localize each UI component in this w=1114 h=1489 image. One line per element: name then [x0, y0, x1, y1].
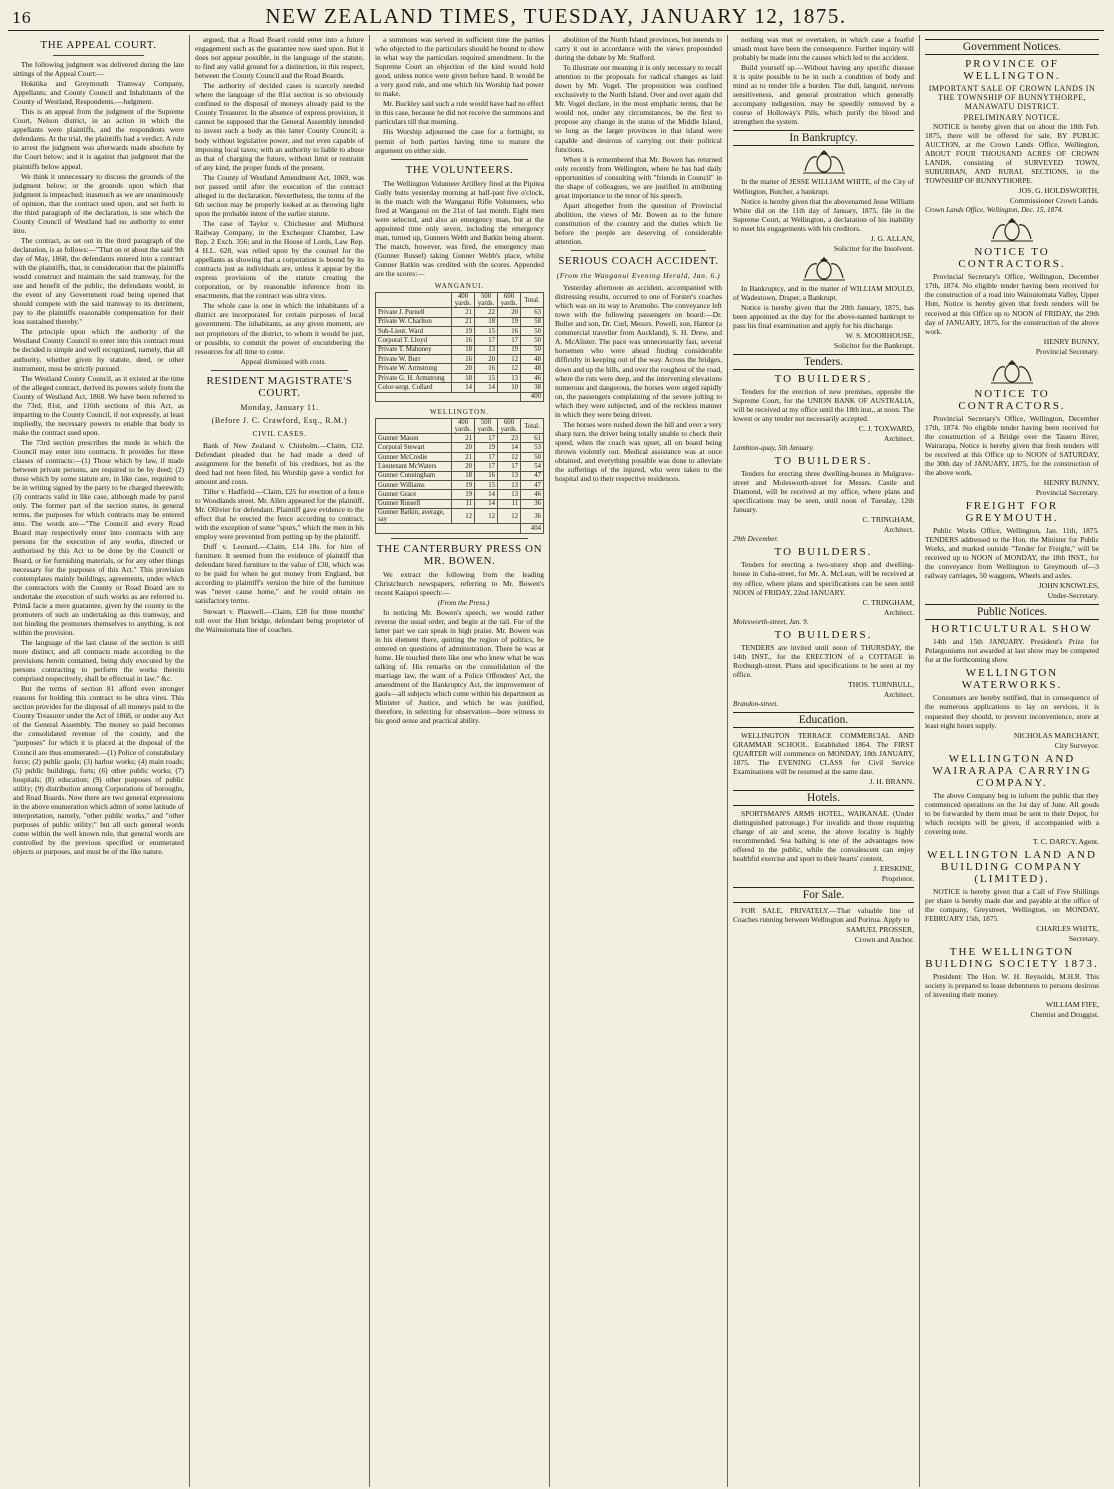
ad-signature-title: Architect. — [883, 607, 914, 617]
ad-signature-title: City Surveyor. — [1054, 740, 1099, 750]
table-cell: 14 — [475, 383, 498, 392]
table-row — [376, 490, 544, 499]
table-cell: 18 — [475, 317, 498, 326]
article-paragraph: The contract, as set out in the third paragraph of the declaration, is as follows:—"That on or about the said 9th day of May, 1868, the defendants entered into a contract with the plaintiffs, that, in consideration that the plaintiffs would construct and maintain the said tramway, for the use and benefit of the public, the defendants would, in the event of any Government road being opened that should compete with the said tramway to its detriment, pay to the plaintiffs reasonable compensation for their loss sustained thereby." — [13, 235, 184, 327]
public-notice — [925, 946, 1099, 1019]
article-subheading: (Before J. C. Crawford, Esq., R.M.) — [211, 415, 348, 425]
table-cell: 12 — [475, 509, 498, 524]
ad-heading: TO BUILDERS. — [774, 546, 873, 559]
education-ad — [733, 731, 914, 786]
table-cell: 36 — [521, 509, 544, 524]
table-row — [376, 443, 544, 452]
table-cell: 19 — [452, 480, 475, 489]
table-header-row — [376, 419, 544, 434]
article-paragraph: In noticing Mr. Bowen's speech, we would rather reverse the usual order, and begin at the tail. For of the latter part we can speak in high praise. Mr. Bowen was in his element there, quitting the region of politics, he entered on questions of administration. There he was at home. He touched there like one who knew what he was talking of. His remarks on the consolidation of the marriage law, the want of a Police Offenders' Act, the amendment of the Bankruptcy Act, the improvement of gaols—all subjects which come within his department as Minister of Justice, and which he was justified, therefore, in selecting for observation—bore witness to his good sense and practical ability. — [375, 607, 544, 726]
table-cell: 19 — [498, 317, 521, 326]
article-paragraph: (From the Press.) — [437, 597, 490, 607]
table-header-row — [376, 293, 544, 308]
table-cell: Gunner Mason — [376, 434, 452, 443]
article-paragraph: Tiller v. Hadfield.—Claim, £25 for erection of a fence to Woodlands street. Mr. Allen appeared for the plaintiff, Mr. Ollivier for defendant. Plaintiff gave evidence to the effect that he erected the fence according to contract, with the exception of some "spurs," which the men in his employ were prevented from putting up by the plaintiff. — [195, 486, 364, 542]
ad-heading: FREIGHT FOR GREYMOUTH. — [965, 499, 1059, 524]
ad-signature: CHARLES WHITE, — [1036, 924, 1099, 934]
table-cell: Private W. Armstrong — [376, 364, 452, 373]
table-cell: Private W. Charlton — [376, 317, 452, 326]
table-cell: 14 — [475, 499, 498, 508]
table-cell: 17 — [475, 336, 498, 345]
table-row — [376, 452, 544, 461]
table-cell: 16 — [498, 326, 521, 335]
ad-signature: NICHOLAS MARCHANT, — [1013, 730, 1099, 740]
ad-signature-title: Proprietor. — [881, 874, 914, 884]
article-paragraph: The Wellington Volunteer Artillery fired at the Pipitea Gully butts yesterday morning at half-past five o'clock, in the match with the Wanganui Rifle Volunteers, who fired at Wanganui on the 21st of last month. Eight men were selected, and also an emergency man, but at the appointed time only seven, including the emergency man, turned up, Gunners Webb and Batkin being absent. The match, however, was fired, the emergency man (Gunner Russel) taking Gunner Webb's place, whilst Gunner Batkin was credited with the scores. Appended are the scores:— — [375, 178, 544, 279]
article-paragraph: The following judgment was delivered during the late sittings of the Appeal Court:— — [13, 60, 184, 79]
article-subheading: Monday, January 11. — [240, 402, 319, 412]
table-cell: 46 — [521, 490, 544, 499]
table-row — [376, 345, 544, 354]
table-cell: Gunner McCredie — [376, 452, 452, 461]
table-cell: 50 — [521, 326, 544, 335]
table-cell: 15 — [475, 373, 498, 382]
table-cell: 50 — [521, 336, 544, 345]
divider — [571, 250, 706, 251]
masthead — [8, 4, 1104, 31]
table-cell: Gunner Cunningham — [376, 471, 452, 480]
divider — [391, 159, 528, 160]
table-cell: 21 — [452, 434, 475, 443]
ad-date: Molesworth-street, Jan. 9. — [733, 617, 809, 626]
table-cell: 58 — [521, 317, 544, 326]
article-paragraph: Stewart v. Plaxwell.—Claim, £28 for three months' toll over the Hutt bridge, defendant being proprietor of the Wainuiomata line of coaches. — [195, 606, 364, 634]
notice-text: In the matter of JESSE WILLIAM WHITE, of the City of Wellington, Butcher, a bankrupt. — [733, 177, 914, 196]
royal-arms-icon — [989, 359, 1035, 385]
table-cell: 16 — [452, 355, 475, 364]
table-total: 404 — [521, 524, 544, 533]
table-cell: 50 — [521, 452, 544, 461]
article-paragraph: Hokitika and Greymouth Tramway Company, Appellants; and County Council and Inhabitants of the County of Westland, Respondents.—Judgment. — [13, 79, 184, 107]
table-row — [376, 308, 544, 317]
table-cell: 19 — [475, 443, 498, 452]
public-notice — [925, 667, 1099, 749]
table-cell: 48 — [521, 355, 544, 364]
ad-text: TENDERS are invited until noon of THURSDAY, the 14th INST., for the ERECTION of a COTTAGE in Roxburgh-street. Plans and specifications to be seen at my office. — [733, 642, 914, 679]
ad-text: SPORTSMAN'S ARMS HOTEL, WAIKANAE. (Under distinguished patronage.) For invalids and those requiring change of air and scene, the above locality is highly recommended. Sea bathing is one of the advantages now offered to the public, while the convalescent can enjoy healthful exercise and sport to their hearts' content. — [733, 809, 914, 864]
article-paragraph: The language of the last clause of the section is still more distinct, and all contracts made according to the provisions herein contained, being duly executed by the persons contracting to perform the works therein comprised respectively, shall be effectual in law." &c. — [13, 637, 184, 684]
article-paragraph: Appeal dismissed with costs. — [240, 356, 327, 366]
table-cell: 54 — [521, 462, 544, 471]
table-header — [376, 293, 452, 308]
table-cell: 12 — [498, 355, 521, 364]
article-paragraph: The County of Westland Amendment Act, 1869, was not passed until after the execution of the contract alleged in the declaration. Nevertheless, the terms of the 6th section may be properly looked at as throwing light upon the probable intent of the earlier statute. — [195, 172, 364, 218]
ad-signature: HENRY BUNNY, — [1043, 336, 1099, 346]
section-heading: Tenders. — [733, 354, 914, 370]
table-cell: Private J. Purnell — [376, 308, 452, 317]
columns — [8, 35, 1104, 1487]
royal-arms-icon — [989, 217, 1035, 243]
table-row — [376, 326, 544, 335]
section-heading: Hotels. — [733, 790, 914, 806]
section-heading: Government Notices. — [925, 39, 1099, 55]
notice-text: Notice is hereby given that the 20th January, 1875, has been appointed as the day for the above-named bankrupt to pass his final examination and apply for his discharge. — [733, 302, 914, 330]
notice-signature: J. G. ALLAN, — [870, 233, 914, 243]
article-paragraph: Apart altogether from the question of Provincial abolition, the views of Mr. Bowen as to the future constitution of the country and the duties which lie before the people are deserving of considerable attention. — [555, 200, 722, 247]
article-paragraph: We extract the following from the leading Christchurch newspapers, referring to Mr. Bowen's recent Kaiapoi speech:— — [375, 569, 544, 597]
notice-signature: W. S. MOORHOUSE, — [845, 330, 914, 340]
table-cell: 17 — [475, 452, 498, 461]
ad-date: 29th December. — [733, 535, 779, 544]
public-notice — [925, 849, 1099, 943]
table-cell: 19 — [452, 326, 475, 335]
table-cell: 13 — [498, 480, 521, 489]
ad-text: The above Company beg to inform the public that they commenced operations on the 1st day of June. All goods to be forwarded by them must be sent to their Depot, for which receipts will be given, if accompanied with a covering note. — [925, 790, 1099, 836]
public-notice — [925, 753, 1099, 846]
table-cell — [376, 392, 521, 401]
notice-text: Notice is hereby given that the abovenamed Jesse William White did on the 11th day of January, 1875, file in the Supreme Court, at Wellington, a declaration of his inability to meet his engagements with his creditors. — [733, 196, 914, 233]
table-row — [376, 462, 544, 471]
article-paragraph: Build yourself up.—Without having any specific disease it is quite possible to be in such a condition of body and mind as to render life a burden. The dull, languid, nervous sensitiveness, and general prostration which generally accompany indigestion, may be speedily removed by a course of Holloway's Pills, which purify the blood and strengthen the system. — [733, 63, 914, 127]
score-table-wellington — [375, 406, 544, 534]
table-cell: 15 — [475, 326, 498, 335]
article-subheading: (From the Wanganui Evening Herald, Jan. 6.) — [556, 271, 721, 281]
ad-signature-title: Provincial Secretary. — [1035, 346, 1099, 356]
table-row — [376, 480, 544, 489]
ad-text: President: The Hon. W. H. Reynolds, M.H.R. This society is prepared to lease debentures to persons desirous of investing their money. — [925, 972, 1099, 1000]
article-paragraph: The case of Taylor v. Chichester and Midhurst Railway Company, in the Exchequer Chamber, Law Rep. 2 Exch. 356; and in the House of Lords, Law Rep. 4 H.L. 628, was relied upon by the counsel for the appellants as showing that a corporation is bound by its contracts just as individuals are, unless it appear by the express provisions of the statute creating the corporation, or by reasonable inference from its enactments, that the contract was ultra vires. — [195, 218, 364, 301]
government-notice — [925, 217, 1099, 355]
section-heading: Public Notices. — [925, 604, 1099, 620]
table-cell: 14 — [452, 383, 475, 392]
table-cell: 21 — [452, 317, 475, 326]
divider — [53, 55, 144, 56]
ad-signature: JOHN KNOWLES, — [1038, 581, 1099, 591]
ad-signature-title: Secretary. — [1068, 934, 1099, 944]
score-table-wanganui — [375, 280, 544, 402]
article-paragraph: Bank of New Zealand v. Chisholm.—Claim, £32. Defendant pleaded that he had made a deed of assignment for the benefit of his creditors, but as the deed had not been filed, his Worship gave a verdict for amount and costs. — [195, 440, 364, 486]
table-total-row — [376, 524, 544, 533]
table-cell: Gunner Grace — [376, 490, 452, 499]
article-heading: RESIDENT MAGISTRATE'S COURT. — [206, 374, 353, 399]
ad-signature: J. H. BRANN. — [869, 777, 914, 787]
article-heading: SERIOUS COACH ACCIDENT. — [558, 255, 719, 268]
table-total: 400 — [521, 392, 544, 401]
ad-signature-title: Under-Secretary. — [1047, 591, 1099, 601]
article-paragraph: a summons was served in sufficient time the parties who objected to the particulars should be bound to show in what way the particulars required amendment. In the Supreme Court an objection of the kind would hold good, unless notice were given before hand. It would be a very good rule, and one which his Worship had power to make. — [375, 35, 544, 99]
newspaper-title: NEW ZEALAND TIMES, TUESDAY, JANUARY 12, 1875. — [265, 4, 847, 28]
table-cell: Private G. H. Armstrong — [376, 373, 452, 382]
ad-signature: C. TRINGHAM, — [862, 515, 914, 525]
article-paragraph: This is an appeal from the judgment of the Supreme Court, Nelson district, in an action in which the appellants were plaintiffs, and the respondents were defendants. At the trial, the plaintiffs had a verdict. A rule to arrest the judgment was afterwards made absolute by the Court below; and it is against that judgment that the plaintiffs below appeal. — [13, 107, 184, 171]
article-paragraph: The whole case is one in which the inhabitants of a district are incorporated for certain purposes of local government. The inhabitants, as any given moment, are not proprietors of the district, to whom it would be just, or possible, to commit the power of encumbering the resources for all time to come. — [195, 301, 364, 356]
ad-signature-title: Commissioner Crown Lands. — [1009, 196, 1099, 206]
table-cell: Private T. Mahoney — [376, 345, 452, 354]
table-cell: 63 — [521, 308, 544, 317]
bankruptcy-notice — [733, 149, 914, 252]
government-notice — [925, 359, 1099, 497]
table-cell: 12 — [498, 364, 521, 373]
ad-signature: WILLIAM FIFE, — [1045, 1000, 1099, 1010]
table-cell: 16 — [475, 471, 498, 480]
ad-signature: T. C. DARCY, Agent. — [1032, 836, 1099, 846]
table-row — [376, 383, 544, 392]
tender-ad — [733, 629, 914, 708]
government-notice — [925, 500, 1099, 600]
ad-text: Tenders for erecting three dwelling-houses in Mulgrave-street and Molesworth-street for Messrs. Castle and Diamond, will be received at my office, where plans and specifications may be seen, until noon of Tuesday, 12th January. — [733, 469, 914, 515]
article-paragraph: The 73rd section prescribes the mode in which the Council may enter into contracts. It provides for three classes of contracts:—(1) Those which by law, if made between private persons, are required to be by deed; (2) those which by some statute are, in like case, required to be in writing signed by the party to be charged therewith; (3) contracts valid in like case, although made by parol only. The former part of the section states, in general terms, the purposes for which contracts may be entered into. The words are—"The Council and every Road Board may respectively enter into contracts with any persons for the execution of any works, directed or authorised by this Act to be done by the Council or Board, or for furnishing materials, or for any other things necessary for the purposes of this Act." This provision contemplates mainly buildings, agreements, under which the contractors with the County or Road Board are to undertake the execution of such works as are referred to. Primâ facie a mere guarantee, given by the county to the promoters of such an undertaking as this tramway, and not binding the promoters themselves to anything, is not within the provision. — [13, 437, 184, 637]
ad-heading: TO BUILDERS. — [774, 372, 873, 385]
ad-heading: TO BUILDERS. — [774, 628, 873, 641]
table-cell: 16 — [475, 364, 498, 373]
column-5 — [728, 35, 920, 1487]
government-notice — [925, 58, 1099, 214]
article-paragraph: abolition of the North Island provinces, but intends to carry it out in accordance with the views propounded during the debate by Mr. Stafford. — [555, 35, 722, 63]
tender-ad — [733, 455, 914, 543]
article-paragraph: His Worship adjourned the case for a fortnight, to permit of both parties having time to mature the argument on either side. — [375, 127, 544, 155]
table-cell: 13 — [475, 345, 498, 354]
notice-signature-title: Solicitor for the Insolvent. — [833, 243, 914, 253]
ad-date: Crown Lands Office, Wellington, Dec. 15, 1874. — [925, 206, 1064, 215]
table-cell: 18 — [452, 345, 475, 354]
column-2 — [190, 35, 370, 1487]
table-cell: Gunner Batkin, average, say — [376, 509, 452, 524]
table-cell: Sub-Lieut. Ward — [376, 326, 452, 335]
table-cell: 48 — [521, 364, 544, 373]
table-cell — [376, 524, 521, 533]
table-cell: 21 — [452, 452, 475, 461]
table-cell: Gunner Williams — [376, 480, 452, 489]
notice-text: In Bankruptcy, and in the matter of WILLIAM MOULD, of Wadestown, Draper, a Bankrupt. — [733, 283, 914, 302]
ad-subheading: IMPORTANT SALE OF CROWN LANDS IN THE TOWNSHIP OF BUNNYTHORPE, MANAWATU DISTRICT. — [928, 84, 1096, 111]
article-paragraph: The horses were rushed down the hill and over a very sharp turn, the driver being totally unable to check their speed, when the coach was upset, all on board being thrown violently out. Medical assistance was at once obtained, and everything possible was done to alleviate the sufferings of the injured, who were taken to the hospital and to their respective residences. — [555, 419, 722, 484]
table-cell: 47 — [521, 480, 544, 489]
column-3 — [370, 35, 550, 1487]
table-row — [376, 317, 544, 326]
table-cell: 10 — [498, 383, 521, 392]
tender-ad — [733, 373, 914, 452]
ad-signature-title: Provincial Secretary. — [1035, 487, 1099, 497]
table-header: 600 yards. — [498, 293, 521, 308]
table-cell: Private W. Burr — [376, 355, 452, 364]
table-cell: Gunner Russell — [376, 499, 452, 508]
page-number: 16 — [12, 9, 32, 27]
ad-heading: WELLINGTON LAND AND BUILDING COMPANY (LIMITED). — [927, 848, 1097, 885]
table-total-row — [376, 392, 544, 401]
sale-ad — [733, 906, 914, 944]
table-row — [376, 509, 544, 524]
ad-heading: HORTICULTURAL SHOW — [931, 623, 1093, 636]
royal-arms-icon — [801, 149, 847, 175]
article-paragraph: To illustrate our meaning it is only necessary to recall attention to the proposals for radical changes as laid down by Mr. Vogel. The proposition was confined exclusively to the North Island. Over and over again did Mr. Vogel declare, in the most emphatic terms, that he would not, under any circumstances, be the first to propose any change in the status of the Middle Island, so long as the larger provinces in that island were capable and desirous of carrying out their political functions. — [555, 63, 722, 154]
table-cell: 46 — [521, 373, 544, 382]
ad-signature-title: Architect. — [883, 434, 914, 444]
bankruptcy-notice — [733, 256, 914, 350]
section-heading: Education. — [733, 712, 914, 728]
article-paragraph: Mr. Buckley said such a rule would have had no effect in this case, because he did not receive the summons and particulars till that morning. — [375, 99, 544, 127]
table-cell: 11 — [452, 499, 475, 508]
ad-text: Tenders for the erection of new premises, opposite the Supreme Court, for the UNION BANK OF AUSTRALIA, will be received at my office until the 18th inst., at noon. The lowest or any tender not necessarily accepted. — [733, 386, 914, 424]
ad-heading: WELLINGTON AND WAIRARAPA CARRYING COMPANY. — [932, 752, 1092, 789]
ad-signature: THOS. TURNBULL, — [848, 679, 914, 689]
ad-heading: WELLINGTON WATERWORKS. — [961, 667, 1063, 692]
table-header: 400 yards. — [452, 419, 475, 434]
table-cell: 20 — [452, 462, 475, 471]
table-header: 400 yards. — [452, 293, 475, 308]
article-heading: THE CANTERBURY PRESS ON MR. BOWEN. — [376, 542, 543, 567]
ad-heading: NOTICE TO CONTRACTORS. — [958, 387, 1066, 412]
table-cell: 18 — [452, 471, 475, 480]
table-cell: 20 — [452, 364, 475, 373]
ad-subheading: PRELIMINARY NOTICE. — [963, 113, 1061, 122]
ad-heading: TO BUILDERS. — [774, 455, 873, 468]
ad-signature: JOS. G. HOLDSWORTH, — [1018, 186, 1099, 196]
column-6 — [920, 35, 1104, 1487]
table-cell: 38 — [521, 383, 544, 392]
table-cell: 14 — [498, 443, 521, 452]
column-1 — [8, 35, 190, 1487]
ad-text: FOR SALE, PRIVATELY.—That valuable line of Coaches running between Wellington and Porirua. Apply to — [733, 906, 914, 925]
table-cell: 22 — [475, 308, 498, 317]
article-heading: THE VOLUNTEERS. — [405, 163, 514, 176]
table-row — [376, 499, 544, 508]
table-row — [376, 471, 544, 480]
table-cell: 61 — [521, 434, 544, 443]
ad-text: WELLINGTON TERRACE COMMERCIAL AND GRAMMAR SCHOOL. Established 1864. The FIRST QUARTER will commence on MONDAY, 18th JANUARY, 1875. The EVENING CLASS for Civil Service Examinations will be resumed at the same date. — [733, 730, 914, 776]
table-cell: 19 — [498, 345, 521, 354]
table-cell: Corporal Stewart — [376, 443, 452, 452]
table-cell: 21 — [452, 308, 475, 317]
table-cell: 13 — [498, 471, 521, 480]
table-cell: Color-sergt. Collard — [376, 383, 452, 392]
article-paragraph: Duff v. Leonard.—Claim, £14 18s. for hire of furniture. It seemed from the evidence of plaintiff that defendant hired furniture to the value of £30, which was to be paid for when he got money from England, but according to plaintiff's version the hire of the furniture was "never cause home," and he could obtain no satisfactory terms. — [195, 542, 364, 606]
ad-heading: THE WELLINGTON BUILDING SOCIETY 1873. — [925, 946, 1099, 971]
ad-signature-title: Architect. — [883, 525, 914, 535]
ad-signature: HENRY BUNNY, — [1043, 477, 1099, 487]
column-4 — [550, 35, 728, 1487]
table-cell: 53 — [521, 443, 544, 452]
ad-heading: PROVINCE OF WELLINGTON. — [963, 58, 1061, 82]
ad-text: Public Works Office, Wellington, Jan. 11th, 1875. TENDERS addressed to the Hon. the Minister for Public Works, and marked outside "Tender for Freight," will be received up to NOON of MONDAY, the 18th INST., for the conveyance from Wellington to Greymouth of—3 railway carriages, 50 waggons, Wheels and axles. — [925, 525, 1099, 581]
ad-heading: NOTICE TO CONTRACTORS. — [958, 246, 1066, 271]
notice-signature-title: Solicitor for the Bankrupt. — [833, 340, 914, 350]
table-row — [376, 434, 544, 443]
tender-ad — [733, 546, 914, 625]
table-row — [376, 364, 544, 373]
table-cell: 17 — [475, 462, 498, 471]
article-paragraph: argued, that a Road Board could enter into a future engagement such as the guarantee now sued upon. But it does not appear possible, in the language of the statute, to find any valid ground for a distinction, in this respect, between the County Council and the Road Boards. — [195, 35, 364, 81]
article-subheading: CIVIL CASES. — [252, 428, 307, 438]
article-paragraph: The authority of decided cases is scarcely needed where the language of the 81st section is so obviously confined to the disposal of moneys already paid to the County Treasurer. In the absence of express provision, it cannot be supposed that the General Assembly intended to invest such a body as this latter County Council; a body without legislative power, and not even capable of imposing local taxes; with an authority to liable to abuse as that of charging the future, without limit or restraint of any kind, the proper funds of the present. — [195, 81, 364, 172]
divider — [211, 370, 348, 371]
public-notice — [925, 623, 1099, 664]
ad-text: Provincial Secretary's Office, Wellington, December 17th, 1874. No eligible tender having been received for the construction of a Bridge over the Taueru River, Wairarapa, Notice is hereby given that fresh tenders will be received at this Office up to NOON of SATURDAY, the 30th day of JANUARY, 1875, for the construction of the above work. — [925, 413, 1099, 477]
article-paragraph: When it is remembered that Mr. Bowen has returned only recently from Wellington, where he has had daily opportunities of consulting with "friends in Council" in the shape of colleagues, we are justified in attributing great importance to the tenor of his speech. — [555, 154, 722, 200]
table-cell: 12 — [498, 452, 521, 461]
section-heading: In Bankruptcy. — [733, 130, 914, 146]
table-cell: 23 — [498, 434, 521, 443]
table-row — [376, 336, 544, 345]
table-cell: 50 — [521, 345, 544, 354]
article-paragraph: nothing was met or overtaken, in which case a fearful smash must have been the consequence. Further inquiry will probably be made into the causes which led to the accident. — [733, 35, 914, 63]
ad-text: NOTICE is hereby given that on about the 18th Feb. 1875, there will be offered for sale, BY PUBLIC AUCTION, at the Crown Lands Office, Wellington, ABOUT FOUR THOUSAND ACRES OF CROWN LANDS, consisting of SURVEYED TOWN, SUBURBAN, AND RURAL SECTIONS, in the TOWNSHIP OF BUNNYTHORPE. — [925, 122, 1099, 186]
table-cell: 20 — [475, 355, 498, 364]
ad-signature: C. TRINGHAM, — [862, 597, 914, 607]
article-paragraph: Yesterday afternoon an accident, accompanied with distressing results, occurred to one of Forster's coaches which was on its way to Arumoho. The conveyance left town with the following passengers on board:—Dr. Buller and son, Dr. Curl, Messrs. Powell, son, Hantor (a commercial traveller from Auckland), S. H. Drew, and A. McAlister. The pace was unnecessarily fast, several horsemen who were ahead finding considerable difficulty in keeping out of the way. Across the bridges, down and up the hills, and over the roughest of the road, where the ruts were deep, and the intervening elevations numerous and dangerous, the horses were urged rapidly on, the passengers complaining of the severe jolting to which they were subjected, and of the reckless manner in which they were being driven. — [555, 283, 722, 419]
ad-text: Consumers are hereby notified, that in consequence of the numerous applications to lay on services, it is requested they should, to prevent inconvenience, store at least eight hours supply. — [925, 693, 1099, 730]
section-heading: For Sale. — [733, 887, 914, 903]
table-cell: Lieutenant McWaters — [376, 462, 452, 471]
table-cell: 17 — [498, 462, 521, 471]
ad-signature-title: Chemist and Druggist. — [1030, 1010, 1099, 1020]
table-cell: 15 — [475, 480, 498, 489]
table-cell: 11 — [498, 499, 521, 508]
table-cell: 17 — [498, 336, 521, 345]
table-row — [376, 373, 544, 382]
ad-signature: J. ERSKINE, — [873, 864, 914, 874]
table-row — [376, 355, 544, 364]
ad-signature: SAMUEL PROSSER, — [846, 925, 914, 935]
article-heading: THE APPEAL COURT. — [40, 39, 157, 51]
table-header: 500 yards. — [475, 293, 498, 308]
ad-text: NOTICE is hereby given that a Call of Five Shillings per share is hereby made due and payable at the office of the company, Greystreet, Wellington, on MONDAY, FEBRUARY 15th, 1875. — [925, 886, 1099, 923]
table-cell: 19 — [452, 490, 475, 499]
table-cell: 12 — [452, 509, 475, 524]
table-caption: WANGANUI. — [434, 282, 485, 291]
divider — [391, 538, 528, 539]
table-cell: 12 — [498, 509, 521, 524]
ad-text: 14th and 15th JANUARY. President's Prize for Pelargoniums not awarded at last show may be competed for at the forthcoming show. — [925, 637, 1099, 665]
table-caption: WELLINGTON. — [430, 408, 489, 417]
table-cell: 13 — [498, 490, 521, 499]
table-cell: 20 — [498, 308, 521, 317]
ad-date: Brandon-street. — [733, 699, 779, 708]
table-cell: 13 — [498, 373, 521, 382]
ad-signature: C. J. TOXWARD, — [858, 424, 914, 434]
table-cell: 36 — [521, 499, 544, 508]
article-paragraph: But the terms of section 81 afford even stronger reasons for holding this contract to be ultra vires. This section provides for the disposal of all moneys paid to the County Treasurer under the Act of 1868, or under any Act of the General Assembly. The money so paid becomes the consolidated revenue of the county, and the "purposes" for which it is placed at the disposal of the Council are thus enumerated:—(1) Police of constabulary force; (2) public gaols; (3) harbor works; (4) main roads; (5) public buildings, forts; (6) other public works; (7) hospitals; (8) education; (9) other purposes of public utility; (9) distribution among Corporations of boroughs, and Road Boards. Now there are two general expressions in the above enumeration which admit of some latitude of interpretation, namely, "other public works," and "other purposes of public utility;" but all such general words come within the well known rule, that general words are controlled by the previous specified or enumerated objects or purposes, and must be of the like nature. — [13, 684, 184, 857]
table-cell: Corporal T. Lloyd — [376, 336, 452, 345]
table-cell: 14 — [475, 490, 498, 499]
royal-arms-icon — [801, 256, 847, 282]
ad-text: Provincial Secretary's Office, Wellington, December 17th, 1874. No eligible tender having been received for the construction of a road into Wainuiomata Valley, Upper Hutt, Notice is hereby given that fresh tenders will be received at this Office up to NOON of FRIDAY, the 29th day of JANUARY, 1875, for the construction of the above work. — [925, 272, 1099, 336]
table-header — [376, 419, 452, 434]
table-header: 500 yards. — [475, 419, 498, 434]
table-header: 600 yards. — [498, 419, 521, 434]
table-cell: 16 — [452, 336, 475, 345]
hotel-ad — [733, 809, 914, 883]
table-header: Total. — [521, 293, 544, 308]
table-cell: 17 — [475, 434, 498, 443]
table-cell: 47 — [521, 471, 544, 480]
ad-signature-title: Crown and Anchor. — [854, 935, 914, 945]
article-paragraph: The principle upon which the authority of the Westland County Council to enter into this contract must be decided is simple and well recognized, namely, that all authority, whether given by statute, deed, or other instrument, must be strictly pursued. — [13, 327, 184, 373]
ad-signature-title: Architect. — [883, 689, 914, 699]
ad-text: Tenders for erecting a two-storey shop and dwelling-house in Cuba-street, for Mr. A. McLean, will be received at my office, where plans and specifications can be seen until NOON of FRIDAY, 22nd JANUARY. — [733, 560, 914, 597]
article-paragraph: The Westland County Council, as it existed at the time of the alleged contract, derived its powers solely from the County of Westland Act, 1868. We have been referred to the 73rd, 81st, and 116th sections of this Act, as imparting to the County Council, if not expressly, at least impliedly, the necessary powers to enable that body to make the contract sued upon. — [13, 373, 184, 437]
table-cell: 18 — [452, 373, 475, 382]
table-header: Total. — [521, 419, 544, 434]
ad-date: Lambton-quay, 5th January. — [733, 444, 815, 453]
table-cell: 20 — [452, 443, 475, 452]
article-paragraph: We think it unnecessary to discuss the grounds of the judgment below; or the grounds upon which that judgment is impeached; inasmuch as we are unanimously of opinion, that the contract sued upon, and set forth in the third paragraph of the declaration, is one which the County Council of Westland had no authority to enter into. — [13, 171, 184, 235]
